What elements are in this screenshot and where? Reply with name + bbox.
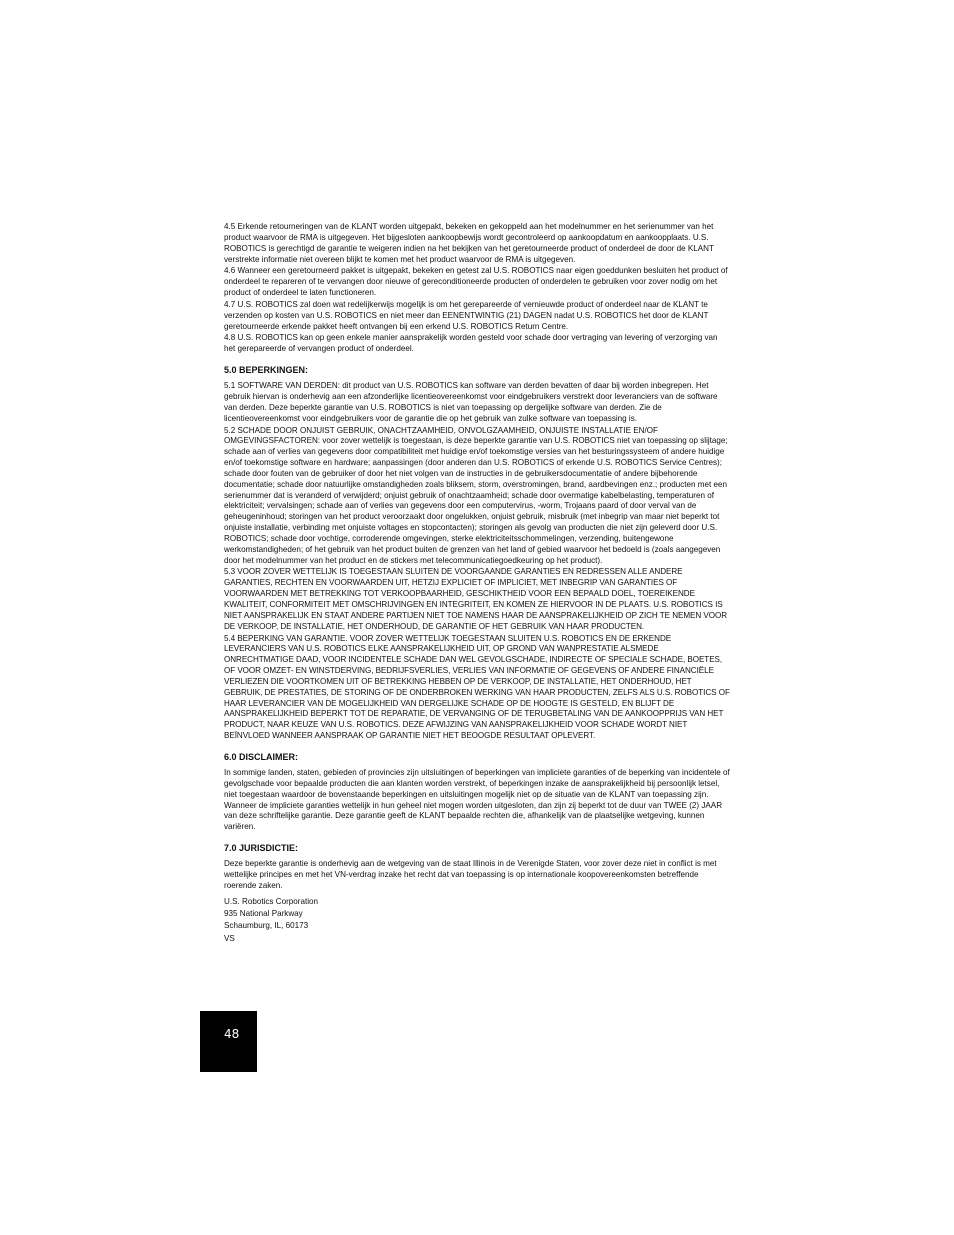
section-5-limitations xyxy=(224,365,730,742)
address-street: 935 National Parkway xyxy=(224,908,303,918)
page-number-tab xyxy=(200,1011,257,1072)
paragraph-4-7: 4.7 U.S. ROBOTICS zal doen wat redelijkerwijs mogelijk is om het gerepareerde of vernieuwde product of onderdeel naar de KLANT te verzenden op kosten van U.S. ROBOTICS en niet meer dan EENENTWINTIG (21) DAGEN nadat U.S. ROBOTICS het door de KLANT geretourneerde erkende pakket heeft ontvangen bij een erkend U.S. ROBOTICS Return Centre. xyxy=(224,299,709,331)
paragraph-jurisdiction: Deze beperkte garantie is onderhevig aan de wetgeving van de staat Illinois in de Verenigde Staten, voor zover deze niet in conflict is met wettelijke principes en met het VN-verdrag inzake het recht dat van toepassing is op internationale koopovereenkomsten betreffende roerende zaken. xyxy=(224,859,717,890)
section-6-disclaimer xyxy=(224,752,730,833)
page-number: 48 xyxy=(224,1027,240,1041)
address-city: Schaumburg, IL, 60173 xyxy=(224,921,309,931)
page-content xyxy=(224,222,730,945)
address-company: U.S. Robotics Corporation xyxy=(224,896,319,906)
paragraph-4-5: 4.5 Erkende retourneringen van de KLANT worden uitgepakt, bekeken en gekoppeld aan het modelnummer en het serienummer van het product waarvoor de RMA is uitgegeven. Het bijgesloten aankoopbewijs wordt gecontroleerd op aankoopdatum en aankoopplaats. U.S. ROBOTICS is gerechtigd de garantie te weigeren indien na het bekijken van het geretourneerde product of onderdeel de door de KLANT verstrekte informatie niet overeen blijkt te komen met het product waarvoor de RMA is uitgegeven. xyxy=(224,222,714,264)
paragraph-5-2: 5.2 SCHADE DOOR ONJUIST GEBRUIK, ONACHTZAAMHEID, ONVOLGZAAMHEID, ONJUISTE INSTALLATIE EN/OF OMGEVINGSFACTOREN: voor zover wettelijk is toegestaan, is deze beperkte garantie van U.S. ROBOTICS niet van toepassing op slijtage; schade aan of verlies van gegevens door compatibiliteit met huidige en/of toekomstige versies van het besturingssysteem of andere huidige en/of toekomstige software en hardware; aanpassingen (door anderen dan U.S. ROBOTICS of erkende U.S. ROBOTICS Service Centres); schade door fouten van de gebruiker of door het niet volgen van de instructies in de gebruikersdocumentatie of andere bijbehorende documentatie; schade door natuurlijke omstandigheden zoals bliksem, storm, overstromingen, brand, aardbevingen enz.; producten met een serienummer dat is veranderd of verwijderd; onjuist gebruik of onachtzaamheid; schade door overmatige kabelbelasting, temperaturen of elektriciteit; vervalsingen; schade aan of verlies van gegevens door een computervirus, -worm, Trojaans paard of door verval van de geheugeninhoud; storingen van het product veroorzaakt door ongelukken, onjuist gebruik, misbruik (met inbegrip van maar niet beperkt tot onjuiste installatie, verbinding met onjuiste voltages en stopcontacten); storingen als gevolg van producten die niet zijn geleverd door U.S. ROBOTICS; schade door vochtige, corroderende omgevingen, sterke elektriciteitsschommelingen, verzending, buitengewone werkomstandigheden; of het gebruik van het product buiten de grenzen van het land of gebied waarvoor het bedoeld is (zoals aangegeven door het modelnummer van het product en de stickers met telecommunicatiegoedkeuring op het product). xyxy=(224,425,728,565)
section-heading-limitations: 5.0 BEPERKINGEN: xyxy=(224,365,309,376)
paragraph-4-6: 4.6 Wanneer een geretourneerd pakket is uitgepakt, bekeken en getest zal U.S. ROBOTICS naar eigen goeddunken besluiten het product of onderdeel te repareren of te vervangen door nieuwe of gereconditioneerde producten of onderdelen te gebruiken voor zover nodig om het product of onderdeel te laten functioneren. xyxy=(224,266,728,298)
company-address xyxy=(224,896,730,946)
paragraph-disclaimer: In sommige landen, staten, gebieden of provincies zijn uitsluitingen of beperkingen van impliciete garanties of de beperking van incidentele of gevolgschade voor bepaalde producten die aan klanten worden verstrekt, of beperkingen inzake de aansprakelijkheid bij persoonlijk letsel, niet toegestaan waardoor de bovenstaande beperkingen en uitsluitingen mogelijk niet op de situatie van de KLANT van toepassing zijn. Wanneer de impliciete garanties wettelijk in hun geheel niet mogen worden uitgesloten, dan zijn zij beperkt tot de duur van TWEE (2) JAAR van deze schriftelijke garantie. Deze garantie geeft de KLANT bepaalde rechten die, afhankelijk van de plaatselijke wetgeving, kunnen variëren. xyxy=(224,767,730,832)
paragraph-4-8: 4.8 U.S. ROBOTICS kan op geen enkele manier aansprakelijk worden gesteld voor schade door vertraging van levering of verzorging van het gerepareerde of vervangen product of onderdeel. xyxy=(224,333,718,354)
section-7-jurisdiction xyxy=(224,843,730,945)
section-heading-disclaimer: 6.0 DISCLAIMER: xyxy=(224,751,299,762)
address-country: VS xyxy=(224,933,235,943)
paragraph-5-1: 5.1 SOFTWARE VAN DERDEN: dit product van U.S. ROBOTICS kan software van derden bevatten of daar bij worden inbegrepen. Het gebruik hiervan is onderhevig aan een afzonderlijke licentieovereenkomst voor eindgebruikers verstrekt door leveranciers van de software van derden. Deze beperkte garantie van U.S. ROBOTICS is niet van toepassing op dergelijke software van derden. Zie de licentieovereenkomst voor eindgebruikers voor de garantie die op het gebruik van zulke software van toepassing is. xyxy=(224,381,718,423)
paragraph-5-3: 5.3 VOOR ZOVER WETTELIJK IS TOEGESTAAN SLUITEN DE VOORGAANDE GARANTIES EN REDRESSEN ALLE ANDERE GARANTIES, RECHTEN EN VOORWAARDEN UIT, HETZIJ EXPLICIET OF IMPLICIET, MET INBEGRIP VAN GARANTIES OF VOORWAARDEN MET BETREKKING TOT VERKOOPBAARHEID, GESCHIKTHEID VOOR EEN BEPAALD DOEL, TOEREIKENDE KWALITEIT, CONFORMITEIT MET OMSCHRIJVINGEN EN INTEGRITEIT, EN KOMEN ZE HIERVOOR IN DE PLAATS. U.S. ROBOTICS IS NIET AANSPRAKELIJK EN STAAT ANDERE PARTIJEN NIET TOE NAMENS HAAR DE AANSPRAKELIJKHEID OP ZICH TE NEMEN VOOR DE VERKOOP, DE INSTALLATIE, HET ONDERHOUD, DE GARANTIE OF HET GEBRUIK VAN HAAR PRODUCTEN. xyxy=(224,567,728,631)
section-4-returns xyxy=(224,222,730,355)
section-heading-jurisdiction: 7.0 JURISDICTIE: xyxy=(224,843,299,854)
paragraph-5-4: 5.4 BEPERKING VAN GARANTIE. VOOR ZOVER WETTELIJK TOEGESTAAN SLUITEN U.S. ROBOTICS EN DE ERKENDE LEVERANCIERS VAN U.S. ROBOTICS ELKE AANSPRAKELIJKHEID UIT, OP GROND VAN WANPRESTATIE ALSMEDE ONRECHTMATIGE DAAD, VOOR INCIDENTELE SCHADE DAN WEL GEVOLGSCHADE, INDIRECTE OF SPECIALE SCHADE, BOETES, OF VOOR OMZET- EN WINSTDERVING, BEDRIJFSVERLIES, VERLIES VAN INFORMATIE OF GEGEVENS OF ANDERE FINANCIËLE VERLIEZEN DIE VOORTKOMEN UIT OF BETREKKING HEBBEN OP DE VERKOOP, DE INSTALLATIE, HET ONDERHOUD, HET GEBRUIK, DE PRESTATIES, DE STORING OF DE ONDERBROKEN WERKING VAN HAAR PRODUCTEN, ZELFS ALS U.S. ROBOTICS OF HAAR LEVERANCIER VAN DE MOGELIJKHEID VAN DERGELIJKE SCHADE OP DE HOOGTE IS GESTELD, EN BLIJFT DE AANSPRAKELIJKHEID BEPERKT TOT DE REPARATIE, DE VERVANGING OF DE TERUGBETALING VAN DE AANKOOPPRIJS VAN HET PRODUCT, NAAR KEUZE VAN U.S. ROBOTICS. DEZE AFWIJZING VAN AANSPRAKELIJKHEID VOOR SCHADE WORDT NIET BEÏNVLOED WANNEER AANSPRAAK OP GARANTIE NIET HET BEOOGDE RESULTAAT OPLEVERT. xyxy=(224,633,730,741)
